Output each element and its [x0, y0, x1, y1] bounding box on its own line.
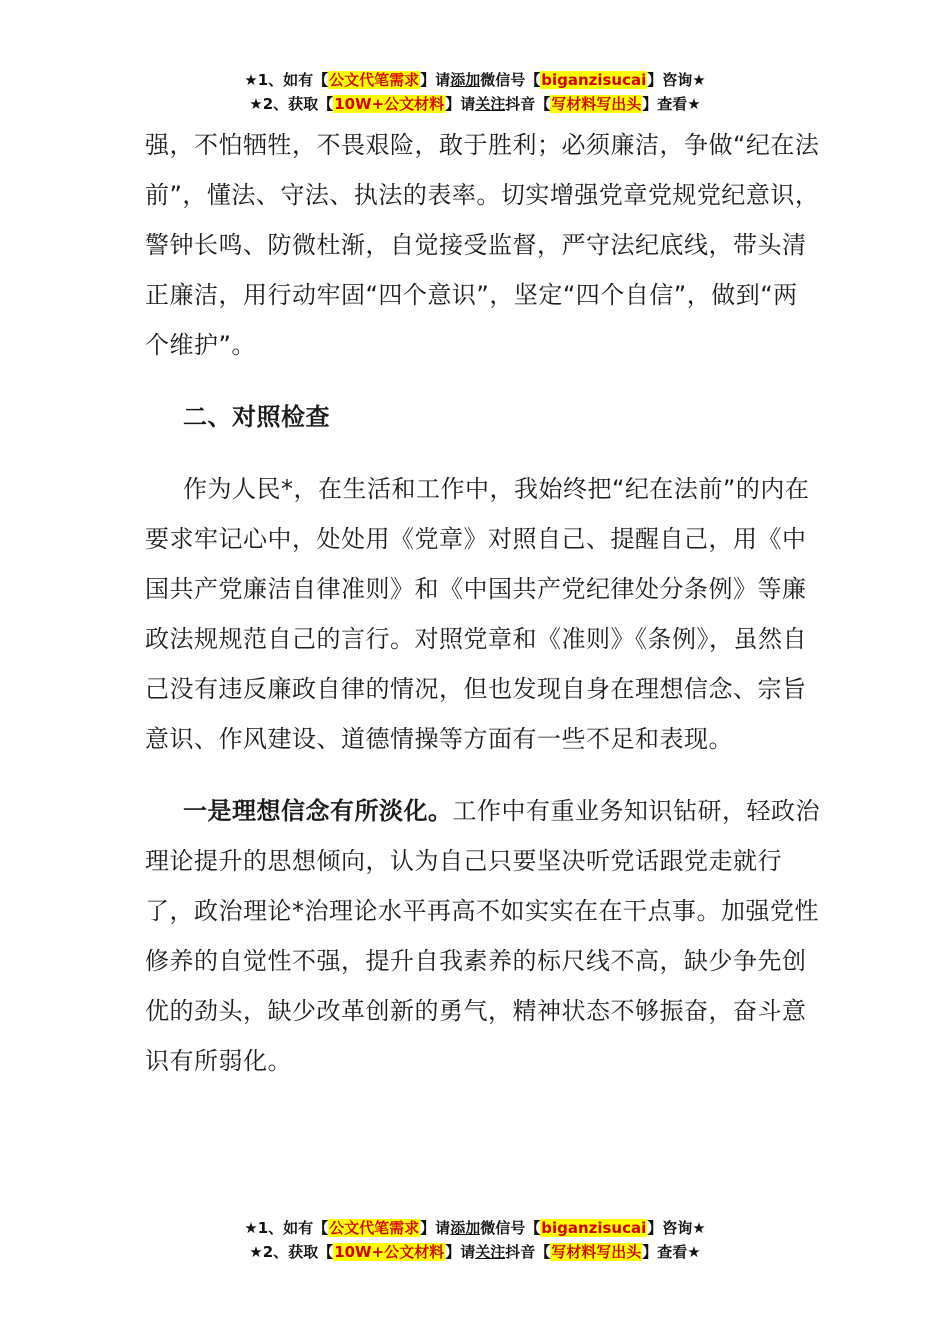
promo-line-2: ★2、获取【10W+公文材料】请关注抖音【写材料写出头】查看★: [249, 1243, 701, 1261]
highlight-ghostwriting: 公文代笔需求: [329, 1219, 420, 1237]
highlight-materials: 10W+公文材料: [334, 95, 445, 113]
highlight-materials: 10W+公文材料: [334, 1243, 445, 1261]
highlight-douyin-account: 写材料写出头: [551, 95, 642, 113]
section-heading: 二、对照检查: [183, 403, 330, 431]
highlight-wechat-id: biganzisucai: [541, 71, 647, 89]
promo-line-2: ★2、获取【10W+公文材料】请关注抖音【写材料写出头】查看★: [249, 95, 701, 113]
promo-banner-top: [0, 68, 950, 116]
paragraph-continuation: 强，不怕牺牲，不畏艰险，敢于胜利；必须廉洁，争做“纪在法前”，懂法、守法、执法的表率。切实增强党章党规党纪意识，警钟长鸣、防微杜渐，自觉接受监督，严守法纪底线，带头清正廉洁，用行动牢固“四个意识”，坚定“四个自信”，做到“两个维护”。: [145, 131, 820, 359]
highlight-douyin-account: 写材料写出头: [551, 1243, 642, 1261]
point-one-lead: 一是理想信念有所淡化。: [183, 797, 453, 825]
promo-line-1: ★1、如有【公文代笔需求】请添加微信号【biganzisucai】咨询★: [244, 1219, 706, 1237]
promo-line-1: ★1、如有【公文代笔需求】请添加微信号【biganzisucai】咨询★: [244, 71, 706, 89]
paragraph-self-check: 作为人民*，在生活和工作中，我始终把“纪在法前”的内在要求牢记心中，处处用《党章》对照自己、提醒自己，用《中国共产党廉洁自律准则》和《中国共产党纪律处分条例》等廉政法规规范自己的言行。对照党章和《准则》《条例》，虽然自己没有违反廉政自律的情况，但也发现自身在理想信念、宗旨意识、作风建设、道德情操等方面有一些不足和表现。: [145, 475, 810, 753]
highlight-ghostwriting: 公文代笔需求: [329, 71, 420, 89]
highlight-wechat-id: biganzisucai: [541, 1219, 647, 1237]
point-one-text: 工作中有重业务知识钻研，轻政治理论提升的思想倾向，认为自己只要坚决听党话跟党走就行了，政治理论*治理论水平再高不如实实在在干点事。加强党性修养的自觉性不强，提升自我素养的标尺线不高，缺少争先创优的劲头，缺少改革创新的勇气，精神状态不够振奋，奋斗意识有所弱化。: [145, 797, 820, 1075]
document-body: [145, 120, 820, 1086]
paragraph-point-one: [145, 786, 820, 1086]
promo-banner-bottom: [0, 1216, 950, 1264]
